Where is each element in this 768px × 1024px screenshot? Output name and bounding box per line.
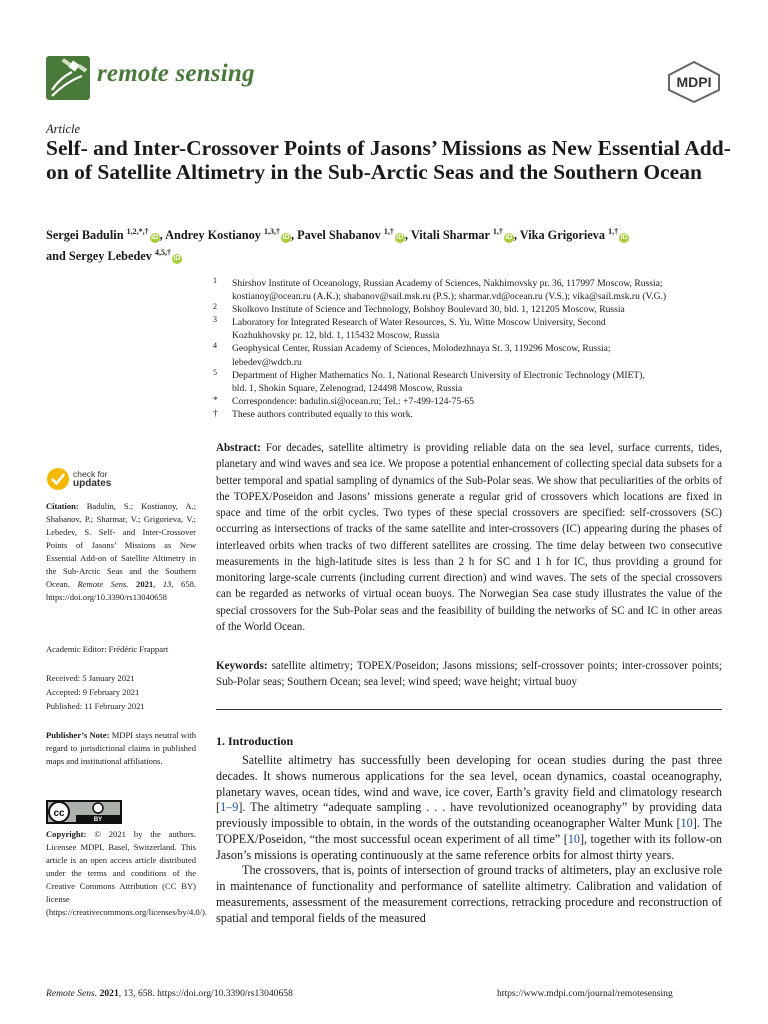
keywords-text: satellite altimetry; TOPEX/Poseidon; Jasons missions; self-crossover points; inter-crossover points; Sub-Polar seas; Southern Ocean; sea level; wind speed; wave height; virtual buoy <box>216 660 722 689</box>
affiliation-mark: 3 <box>213 315 217 325</box>
publisher-note <box>46 729 196 768</box>
affiliation-line: Laboratory for Integrated Research of Water Resources, S. Yu. Witte Moscow University, Second <box>232 317 606 329</box>
sidebar <box>46 500 208 917</box>
affiliation-line: Kozhukhovsky pr. 12, bld. 1, 115432 Moscow, Russia <box>232 330 440 342</box>
published-date: Published: 11 February 2021 <box>46 701 145 711</box>
copyright-text: © 2021 by the authors. Licensee MDPI, Basel, Switzerland. This article is an open access article distributed under the terms and conditions of the Creative Commons Attribution (CC BY) license (https://creativecommons.org/licenses/by/4.0/). <box>46 829 208 917</box>
affiliation-item <box>213 277 733 303</box>
paragraph-text: ]. The TOPEX/Poseidon, “the most successful ocean experiment of all time” [ <box>216 816 722 846</box>
author-name: Pavel Shabanov <box>297 228 384 243</box>
abstract-text: For decades, satellite altimetry is providing reliable data on the sea level, surface currents, tides, planetary and wind waves and sea ice. We propose a potential enhancement of collecting special data subsets for a better temporal and spatial sampling of dynamics of the Sub-Polar seas. We show that peculiarities of the orbits of the TOPEX/Poseidon and Jasons’ missions generate a regular grid of crossovers which locations are fixed in space and time of the orbit cycles. Two types of these special crossovers are specified: self-crossovers (SC) occurring as intersections of tracks of the same satellite and inter-crossovers (IC) appearing during the phases of interleaved orbits when tracks of two different satellites are crossing. The time delay between two consecutive measurements in the high-latitude sites is less than 2 h for SC and 1 h for IC, thus providing a ground for monitoring large-scale currents (including current direction) and wind waves. The sets of the special crossovers can be regarded as networks of virtual ocean buoys. The Norwegian Sea case study illustrates the value of the special crossovers for the Sub-Polar seas and the feasibility of building the networks of SC and IC in other areas of the World Ocean. <box>216 442 722 633</box>
publisher-note-text: MDPI stays neutral with regard to jurisdictional claims in published maps and institutional affiliations. <box>46 730 196 766</box>
check-updates-icon <box>46 467 70 491</box>
author-affiliation-marks: 1,† <box>383 227 394 236</box>
affiliation-mark: 5 <box>213 367 217 377</box>
affiliation-item <box>213 408 733 421</box>
orcid-icon[interactable]: iD <box>173 255 181 263</box>
section-divider <box>216 709 722 710</box>
affiliation-item <box>213 303 733 316</box>
publisher-note-label: Publisher’s Note: <box>46 730 110 740</box>
paragraph-text: ]. The altimetry “adequate sampling . . . have revolutionized oceanography” by providing data previously impossible to obtain, in the words of the outstanding oceanographer Walter Munk [ <box>216 800 722 830</box>
citation-text: Badulin, S.; Kostianoy, A.; Shabanov, P.; Sharmar, V.; Grigorieva, V.; Lebedev, S. Self- and Inter-Crossover Points of Jasons’ Missions as New Essential Add-on of Satellite Altimetry in the Sub-Arctic Seas and the Southern Ocean. <box>46 501 196 589</box>
section-heading: 1. Introduction <box>216 734 294 748</box>
author-name: Sergey Lebedev <box>68 249 155 264</box>
mdpi-logo-icon[interactable] <box>665 60 723 104</box>
author-name: Vitali Sharmar <box>410 228 493 243</box>
copyright-notice <box>46 828 208 919</box>
keywords <box>216 658 722 691</box>
paragraph-text: Satellite altimetry has successfully been developing for ocean studies during the past three decades. It shows numerous applications for the sea level, ocean dynamics, coastal oceanography, planetary waves, ocean tides, wind and wave, ice cover, Earth’s gravity field and climatology research [ <box>216 753 722 815</box>
footer-year: 2021 <box>99 988 119 999</box>
author-affiliation-marks: 1,† <box>492 227 503 236</box>
affiliations <box>213 277 733 421</box>
citation-label: Citation: <box>46 501 79 511</box>
cc-by-text: BY <box>93 817 103 823</box>
footer-journal: Remote Sens. <box>46 988 98 999</box>
footer-doi[interactable]: , 13, 658. https://doi.org/10.3390/rs13040658 <box>118 988 293 999</box>
affiliation-item <box>213 395 733 408</box>
author-name: Sergei Badulin <box>46 228 127 243</box>
reference-link[interactable]: 1–9 <box>220 800 239 815</box>
affiliation-mark: 2 <box>213 302 217 312</box>
orcid-icon[interactable]: iD <box>505 234 513 242</box>
introduction-body <box>216 753 722 926</box>
orcid-icon[interactable]: iD <box>151 234 159 242</box>
author-separator: and <box>46 249 69 264</box>
accepted-date: Accepted: 9 February 2021 <box>46 687 140 697</box>
affiliation-item <box>213 342 733 368</box>
orcid-icon[interactable]: iD <box>282 234 290 242</box>
journal-name[interactable]: remote sensing <box>97 60 255 87</box>
keywords-label: Keywords: <box>216 660 268 672</box>
reference-link[interactable]: 10 <box>567 831 580 846</box>
author-affiliation-marks: 1,2,*,† <box>126 227 149 236</box>
affiliation-line: Geophysical Center, Russian Academy of Sciences, Molodezhnaya St. 3, 119296 Moscow, Russia; <box>232 343 611 355</box>
mdpi-logo-text: MDPI <box>676 74 712 90</box>
check-for-updates-button[interactable] <box>46 467 156 493</box>
orcid-icon[interactable]: iD <box>396 234 404 242</box>
reference-link[interactable]: 10 <box>680 816 693 830</box>
affiliation-mark: * <box>213 395 218 406</box>
author-affiliation-marks: 1,3,† <box>263 227 280 236</box>
affiliation-mark: 1 <box>213 276 217 285</box>
paragraph <box>216 753 722 863</box>
author-affiliation-marks: 1,† <box>608 227 619 236</box>
svg-text:cc: cc <box>53 808 65 819</box>
author-name: Andrey Kostianoy <box>165 228 264 243</box>
check-updates-label-bold: updates <box>73 478 112 489</box>
affiliation-mark: 4 <box>213 341 217 351</box>
article-title: Self- and Inter-Crossover Points of Jasons’ Missions as New Essential Add-on of Satellite Altimetry in the Sub-Arctic Seas and the Southern Ocean <box>46 136 731 184</box>
satellite-logo-icon <box>46 56 90 100</box>
abstract-label: Abstract: <box>216 442 261 454</box>
paragraph: The crossovers, that is, points of intersection of ground tracks of altimeters, play an exclusive role in maintenance of functionality and performance of satellite altimetry. Calibration and validation of measurements, assessment of the measurement corrections, retracking procedure and reconstruction of spatial and temporal fields of the measured <box>216 863 722 925</box>
affiliation-line: kostianoy@ocean.ru (A.K.); shabanov@sail.msk.ru (P.S.); sharmar.vd@ocean.ru (V.S.); vika@sail.msk.ru (V.G.) <box>232 291 667 303</box>
academic-editor: Academic Editor: Frédéric Frappart <box>46 644 169 654</box>
affiliation-line: Skolkovo Institute of Science and Technology, Bolshoy Boulevard 30, bld. 1, 121205 Moscow, Russia <box>232 304 625 316</box>
footer-journal-url[interactable]: https://www.mdpi.com/journal/remotesensing <box>497 988 673 999</box>
citation-volume: 13 <box>162 579 172 589</box>
citation: Citation: Badulin, S.; Kostianoy, A.; Shabanov, P.; Sharmar, V.; Grigorieva, V.; Lebedev, S. Self- and Inter-Crossover Points of Jasons’ Missions as New Essential Add-on of Satellite Altimetry in the Sub-Arctic Seas and the Southern Ocean. Remote Sens. 2021, 13, 658. https://doi.org/10.3390/rs13040658 <box>46 501 197 602</box>
received-date: Received: 5 January 2021 <box>46 673 135 683</box>
footer-citation <box>46 988 293 999</box>
abstract <box>216 440 722 635</box>
citation-doi-link[interactable]: , 658. https://doi.org/10.3390/rs13040658 <box>46 579 197 602</box>
affiliation-item <box>213 316 733 342</box>
affiliation-line: These authors contributed equally to this work. <box>232 408 413 420</box>
affiliation-line: Correspondence: badulin.si@ocean.ru; Tel.: +7-499-124-75-65 <box>232 395 474 407</box>
article-type: Article <box>46 122 81 136</box>
author-list: Sergei Badulin $^{1,2,*,\dagger}$iD , Andrey Kostianoy $^{1,3,\dagger}$iD , Pavel Shabanov $^{1,\dagger}$iD , Vitali Sharmar $^{1,\dagger}$iD , Vika Grigorieva $^{1,\dagger}$iD and Sergey Lebedev $^{4,5,\dagger}$iD <box>46 227 628 264</box>
affiliation-mark: † <box>213 408 218 419</box>
citation-journal: Remote Sens. <box>77 579 129 589</box>
author-affiliation-marks: 4,5,† <box>154 248 171 258</box>
paragraph-text: ], together with its follow-on Jason’s missions is operating continuously at the same reference orbits for almost thirty years. <box>216 831 722 862</box>
author-name: Vika Grigorieva <box>519 228 609 243</box>
affiliation-line: bld. 1, Shokin Square, Zelenograd, 124498 Moscow, Russia <box>232 382 463 394</box>
cc-by-license-icon[interactable] <box>46 800 122 824</box>
affiliation-line: lebedev@wdcb.ru <box>232 356 302 368</box>
citation-year: 2021 <box>136 579 154 589</box>
orcid-icon[interactable]: iD <box>620 234 628 242</box>
affiliation-item <box>213 369 733 395</box>
check-updates-label: check for <box>73 469 108 479</box>
copyright-label: Copyright: <box>46 829 87 839</box>
affiliation-line: Department of Higher Mathematics No. 1, National Research University of Electronic Technology (MIET), <box>232 369 645 381</box>
affiliation-line: Shirshov Institute of Oceanology, Russian Academy of Sciences, Nakhimovsky pr. 36, 117997 Moscow, Russia; <box>232 278 663 289</box>
